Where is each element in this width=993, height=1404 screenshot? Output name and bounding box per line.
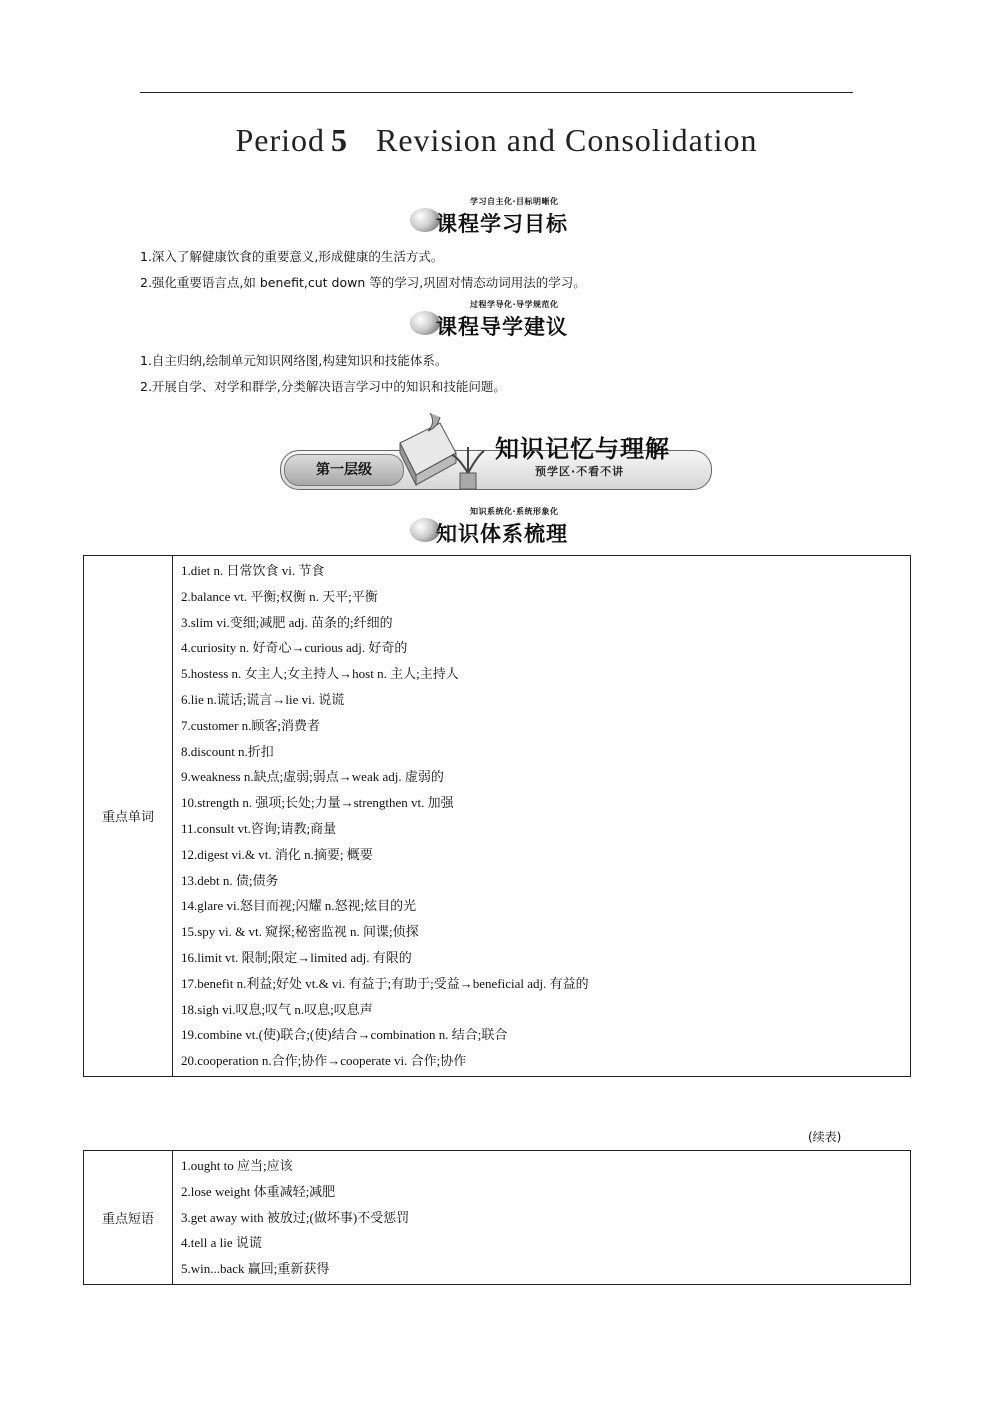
banner-subtitle: 过程学导化·导学规范化: [470, 300, 559, 309]
title-number: 5: [331, 122, 348, 158]
banner-title: 课程导学建议: [436, 315, 568, 339]
level-title: 知识记忆与理解: [495, 435, 670, 463]
word-item: 10.strength n. 强项;长处;力量→strengthen vt. 加强: [181, 795, 454, 811]
phrase-item: 4.tell a lie 说谎: [181, 1235, 262, 1251]
title-prefix: Period: [235, 122, 325, 158]
phrase-item: 1.ought to 应当;应该: [181, 1158, 293, 1173]
word-item: 17.benefit n.利益;好处 vt.& vi. 有益于;有助于;受益→beneficial adj. 有益的: [181, 975, 589, 991]
key-phrases-cell: [173, 1151, 911, 1285]
word-item: 7.customer n.顾客;消费者: [181, 717, 321, 733]
page-title: [0, 122, 993, 159]
goal-item: 1.深入了解健康饮食的重要意义,形成健康的生活方式。: [140, 249, 444, 264]
key-words-table: [83, 555, 911, 1077]
goal-item: 2.强化重要语言点,如 benefit,cut down 等的学习,巩固对情态动词用法的学习。: [140, 275, 586, 290]
goals-list: [140, 244, 586, 296]
word-item: 9.weakness n.缺点;虚弱;弱点→weak adj. 虚弱的: [181, 769, 444, 785]
level-banner: [280, 405, 715, 500]
word-item: 2.balance vt. 平衡;权衡 n. 天平;平衡: [181, 588, 378, 604]
table-label-key-phrases: 重点短语: [84, 1151, 173, 1285]
phrase-item: 3.get away with 被放过;(做坏事)不受惩罚: [181, 1209, 410, 1225]
phrase-item: 5.win...back 赢回;重新获得: [181, 1261, 330, 1277]
level-subtitle: 预学区·不看不讲: [535, 465, 625, 478]
banner-subtitle: 知识系统化·系统形象化: [470, 507, 559, 516]
phrase-item: 2.lose weight 体重减轻;减肥: [181, 1183, 336, 1199]
word-item: 19.combine vt.(使)联合;(使)结合→combination n. 结合;联合: [181, 1027, 508, 1043]
word-item: 1.diet n. 日常饮食 vi. 节食: [181, 563, 325, 578]
key-words-cell: [173, 556, 911, 1077]
word-item: 3.slim vi.变细;减肥 adj. 苗条的;纤细的: [181, 614, 393, 630]
suggestions-list: [140, 348, 506, 400]
plant-icon: [448, 437, 488, 492]
word-item: 12.digest vi.& vt. 消化 n.摘要; 概要: [181, 846, 373, 862]
key-phrases-table: [83, 1150, 911, 1285]
suggestion-item: 2.开展自学、对学和群学,分类解决语言学习中的知识和技能问题。: [140, 379, 506, 394]
banner-study-suggestions: [408, 299, 588, 341]
banner-learning-goals: [408, 196, 588, 238]
banner-knowledge-system: [408, 506, 588, 548]
banner-title: 课程学习目标: [436, 212, 568, 236]
banner-title: 知识体系梳理: [436, 522, 568, 546]
title-name: Revision and Consolidation: [376, 122, 758, 158]
header-rule: [140, 92, 853, 93]
word-item: 13.debt n. 债;债务: [181, 872, 279, 888]
table-row: [84, 556, 911, 1077]
word-item: 18.sigh vi.叹息;叹气 n.叹息;叹息声: [181, 1001, 373, 1017]
table-label-key-words: 重点单词: [84, 556, 173, 1077]
word-item: 20.cooperation n.合作;协作→cooperate vi. 合作;协作: [181, 1053, 467, 1069]
banner-subtitle: 学习自主化·目标明晰化: [470, 197, 559, 206]
word-item: 5.hostess n. 女主人;女主持人→host n. 主人;主持人: [181, 666, 459, 682]
table-row: [84, 1151, 911, 1285]
word-item: 16.limit vt. 限制;限定→limited adj. 有限的: [181, 949, 412, 965]
level-tag: [284, 454, 404, 486]
word-item: 15.spy vi. & vt. 窥探;秘密监视 n. 间谍;侦探: [181, 924, 419, 940]
word-item: 14.glare vi.怒目而视;闪耀 n.怒视;炫目的光: [181, 898, 417, 914]
word-item: 11.consult vt.咨询;请教;商量: [181, 820, 337, 836]
word-item: 8.discount n.折扣: [181, 743, 274, 759]
word-item: 4.curiosity n. 好奇心→curious adj. 好奇的: [181, 640, 408, 656]
level-tag-label: 第一层级: [316, 462, 372, 478]
word-item: 6.lie n.谎话;谎言→lie vi. 说谎: [181, 691, 345, 707]
suggestion-item: 1.自主归纳,绘制单元知识网络图,构建知识和技能体系。: [140, 353, 448, 368]
continued-label: (续表): [808, 1130, 842, 1144]
